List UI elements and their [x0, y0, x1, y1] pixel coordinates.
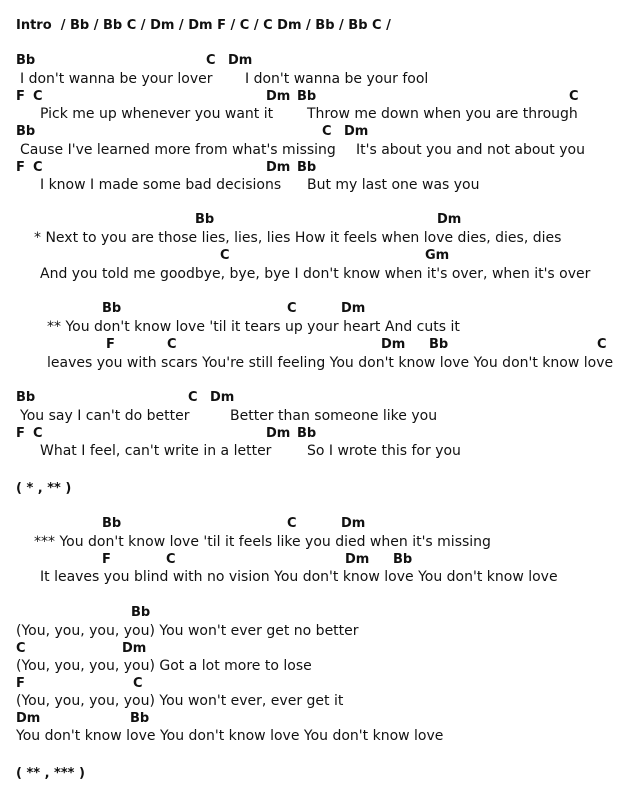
chord: Dm [344, 124, 369, 139]
chord: C [33, 89, 43, 104]
chord: C [167, 337, 177, 352]
lyric-line: Throw me down when you are through [307, 106, 578, 122]
lyric-line: ** You don't know love 'til it tears up your heart And cuts it [47, 319, 460, 335]
chord: Dm [122, 641, 147, 656]
chord: Dm [345, 552, 370, 567]
chord: C [220, 248, 230, 263]
chord: F [16, 426, 25, 441]
chord: C [597, 337, 607, 352]
lyric-line: It leaves you blind with no vision You don't know love You don't know love [40, 569, 558, 585]
chord: Dm [341, 516, 366, 531]
chord: Dm [341, 301, 366, 316]
chord: C [133, 676, 143, 691]
repeat-marker: ( * , ** ) [16, 481, 72, 496]
chord: Bb [393, 552, 413, 567]
chord: C [287, 516, 297, 531]
lyric-line: *** You don't know love 'til it feels like you died when it's missing [34, 534, 491, 550]
chord: Bb [131, 605, 151, 620]
lyric-line: I don't wanna be your fool [245, 71, 429, 87]
chord: F [106, 337, 115, 352]
chord: Dm [266, 89, 291, 104]
chord: Dm [381, 337, 406, 352]
chord: Bb [16, 53, 36, 68]
chord: Gm [425, 248, 450, 263]
lyric-line: You don't know love You don't know love You don't know love [16, 728, 444, 744]
chord: Dm [16, 711, 41, 726]
chord: Bb [16, 124, 36, 139]
chord: C [16, 641, 26, 656]
chord: C [33, 160, 43, 175]
repeat-marker: ( ** , *** ) [16, 766, 85, 781]
chord: Bb [195, 212, 215, 227]
lyric-line: (You, you, you, you) Got a lot more to lose [16, 658, 312, 674]
lyric-line: Cause I've learned more from what's missing [20, 142, 336, 158]
chord: Bb [130, 711, 150, 726]
lyric-line: What I feel, can't write in a letter [40, 443, 272, 459]
chord: Bb [102, 301, 122, 316]
chord: F [16, 676, 25, 691]
chord: Dm [266, 160, 291, 175]
intro-progression: Intro / Bb / Bb C / Dm / Dm F / C / C Dm / Bb / Bb C / [16, 18, 391, 33]
chord: F [102, 552, 111, 567]
chord: C [188, 390, 198, 405]
chord: Dm [210, 390, 235, 405]
chord: Dm [437, 212, 462, 227]
chord: Bb [429, 337, 449, 352]
chord: C [569, 89, 579, 104]
lyric-line: Better than someone like you [230, 408, 438, 424]
lyric-line: And you told me goodbye, bye, bye I don't know when it's over, when it's over [40, 266, 591, 282]
lyric-line: I don't wanna be your lover [20, 71, 213, 87]
chord: Bb [297, 426, 317, 441]
lyric-line: But my last one was you [307, 177, 480, 193]
chord: Bb [102, 516, 122, 531]
chord: C [322, 124, 332, 139]
lyric-line: * Next to you are those lies, lies, lies How it feels when love dies, dies, dies [34, 230, 562, 246]
lyric-line: You say I can't do better [20, 408, 190, 424]
lyric-line: It's about you and not about you [356, 142, 585, 158]
lyric-line: I know I made some bad decisions [40, 177, 282, 193]
chord: C [287, 301, 297, 316]
chord: Bb [297, 89, 317, 104]
chord: Bb [16, 390, 36, 405]
chord: F [16, 89, 25, 104]
chord: Bb [297, 160, 317, 175]
lyric-line: Pick me up whenever you want it [40, 106, 274, 122]
lyric-line: So I wrote this for you [307, 443, 461, 459]
chord: Dm [228, 53, 253, 68]
chord: C [166, 552, 176, 567]
lyric-line: (You, you, you, you) You won't ever, ever get it [16, 693, 344, 709]
lyric-line: leaves you with scars You're still feeling You don't know love You don't know love [47, 355, 614, 371]
chord: F [16, 160, 25, 175]
chord: C [206, 53, 216, 68]
chord: C [33, 426, 43, 441]
chord: Dm [266, 426, 291, 441]
lyric-line: (You, you, you, you) You won't ever get no better [16, 623, 359, 639]
